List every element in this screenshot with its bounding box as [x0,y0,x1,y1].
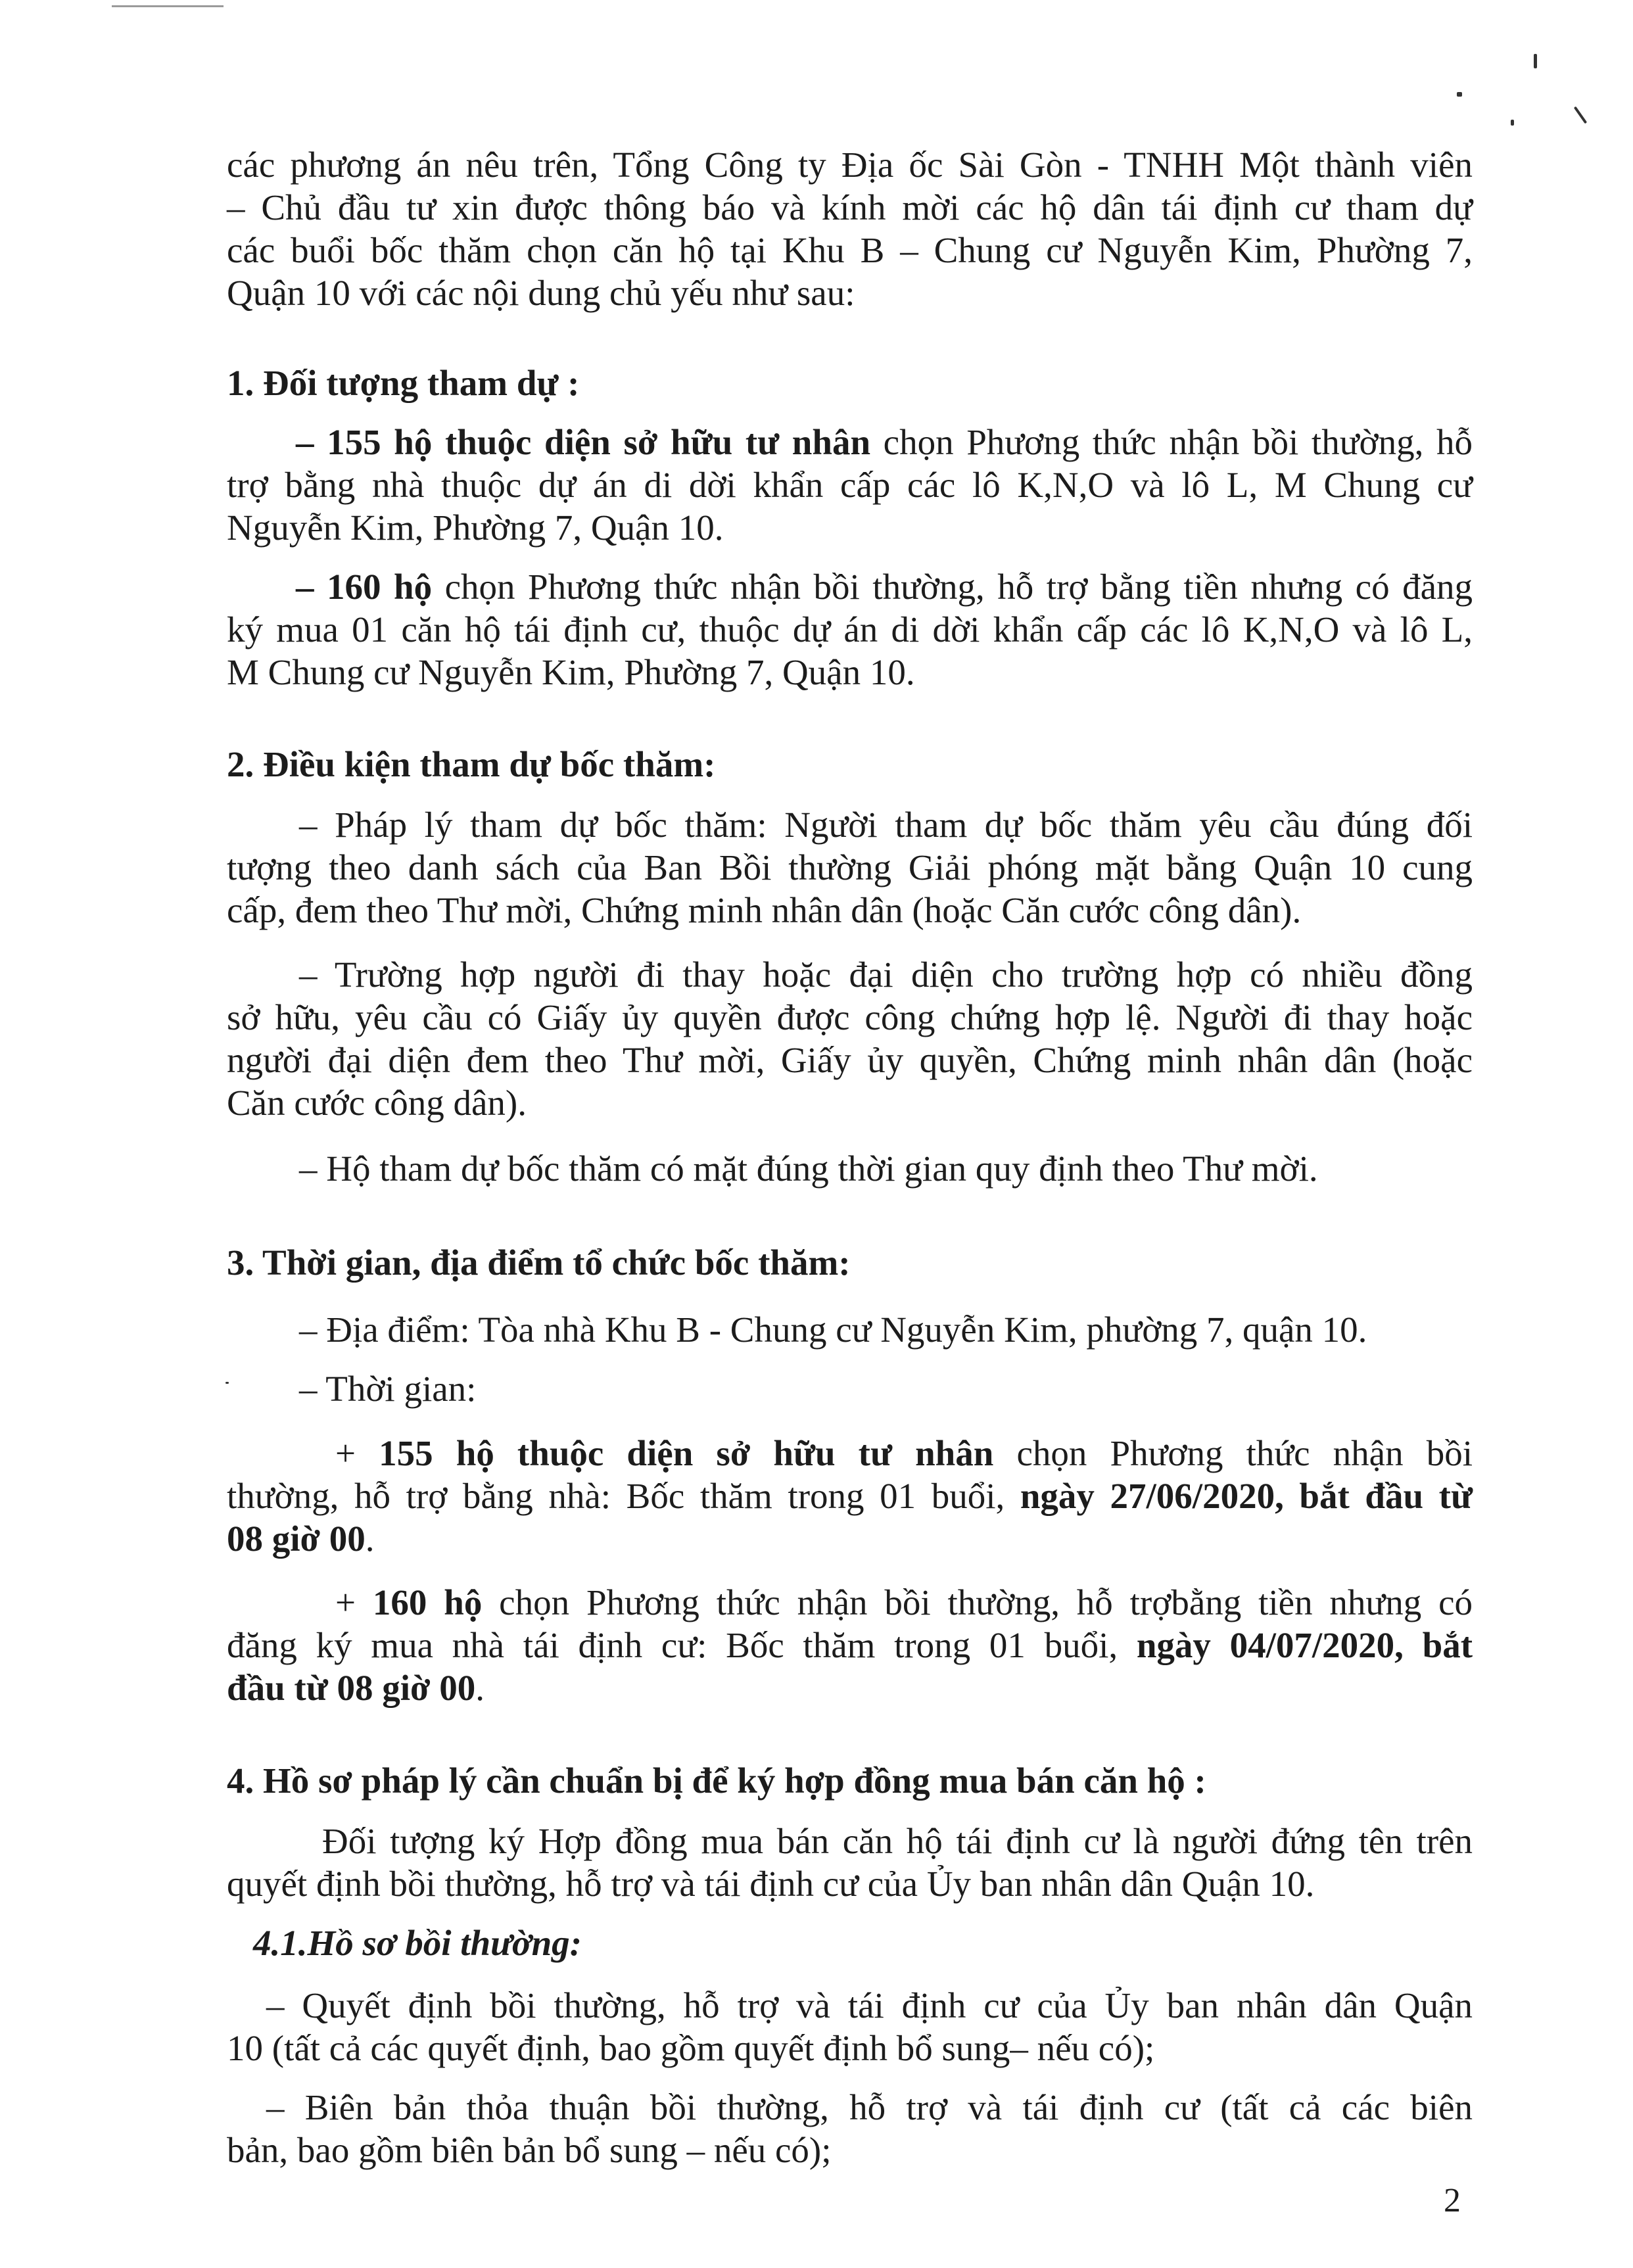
section-heading: 4. Hồ sơ pháp lý cần chuẩn bị để ký hợp đồng mua bán căn hộ : [227,1760,1206,1801]
text-run: đăng ký mua nhà tái định cư: Bốc thăm trong 01 buổi, [227,1625,1137,1665]
text-line: – Thời gian: [299,1369,477,1409]
text-line: – Biên bản thỏa thuận bồi thường, hỗ trợ và tái định cư (tất cả các biên [266,2087,1473,2127]
text-line: các buổi bốc thăm chọn căn hộ tại Khu B – Chung cư Nguyễn Kim, Phường 7, [227,230,1473,270]
section-heading: 1. Đối tượng tham dự : [227,363,580,403]
text-line [227,1666,1473,1710]
bold-text: đầu từ 08 giờ 00 [227,1668,476,1708]
text-run: thường, hỗ trợ bằng nhà: Bốc thăm trong 01 buổi, [227,1476,1020,1516]
bold-text: ngày 27/06/2020, bắt đầu từ [1020,1476,1473,1516]
text-line [335,1432,1473,1475]
text-run: chọn Phương thức nhận bồi thường, hỗ [870,422,1473,462]
text-line: bản, bao gồm biên bản bổ sung – nếu có); [227,2130,832,2170]
subsection-heading: 4.1.Hồ sơ bồi thường: [253,1923,582,1963]
text-run: + [335,1582,373,1622]
text-line: – Chủ đầu tư xin được thông báo và kính mời các hộ dân tái định cư tham dự [227,187,1473,227]
bold-text: – 155 hộ thuộc diện sở hữu tư nhân [296,422,871,462]
text-line: ký mua 01 căn hộ tái định cư, thuộc dự án di dời khẩn cấp các lô K,N,O và lô L, [227,609,1473,650]
scan-speck [1574,106,1587,124]
page-number: 2 [1444,2182,1461,2219]
text-line: trợ bằng nhà thuộc dự án di dời khẩn cấp các lô K,N,O và lô L, M Chung cư [227,465,1473,505]
text-line: – Địa điểm: Tòa nhà Khu B - Chung cư Nguyễn Kim, phường 7, quận 10. [299,1310,1367,1350]
text-line: tượng theo danh sách của Ban Bồi thường Giải phóng mặt bằng Quận 10 cung [227,847,1473,887]
text-line: M Chung cư Nguyễn Kim, Phường 7, Quận 10. [227,652,915,692]
text-run: + [335,1433,379,1473]
text-line: quyết định bồi thường, hỗ trợ và tái định cư của Ủy ban nhân dân Quận 10. [227,1864,1315,1904]
bold-text: ngày 04/07/2020, bắt [1136,1625,1473,1665]
bold-text: – 160 hộ [296,567,433,607]
scan-speck [225,1382,229,1384]
scan-edge-line [112,5,224,7]
text-line: – Trường hợp người đi thay hoặc đại diện cho trường hợp có nhiều đồng [299,955,1473,995]
text-line [335,1581,1473,1624]
text-run: chọn Phương thức nhận bồi thường, hỗ trợ bằng tiền nhưng có đăng [432,567,1473,607]
text-line [296,565,1473,609]
scan-speck [1457,92,1462,97]
text-line: các phương án nêu trên, Tổng Công ty Địa ốc Sài Gòn - TNHH Một thành viên [227,145,1473,185]
text-run: chọn Phương thức nhận bồi thường, hỗ trợbằng tiền nhưng có [482,1582,1473,1622]
text-line: Căn cước công dân). [227,1083,527,1123]
section-heading: 3. Thời gian, địa điểm tổ chức bốc thăm: [227,1242,851,1283]
bold-text: 155 hộ thuộc diện sở hữu tư nhân [379,1433,994,1473]
text-line [227,1624,1473,1667]
text-line: người đại diện đem theo Thư mời, Giấy ủy quyền, Chứng minh nhân dân (hoặc [227,1040,1473,1080]
text-line: – Quyết định bồi thường, hỗ trợ và tái định cư của Ủy ban nhân dân Quận [266,1985,1473,2025]
scan-speck [1534,54,1537,68]
text-run: . [365,1519,375,1559]
text-line: sở hữu, yêu cầu có Giấy ủy quyền được công chứng hợp lệ. Người đi thay hoặc [227,997,1473,1037]
text-line: – Hộ tham dự bốc thăm có mặt đúng thời gian quy định theo Thư mời. [299,1148,1318,1189]
text-run: . [475,1668,485,1708]
text-line: Nguyễn Kim, Phường 7, Quận 10. [227,508,724,548]
bold-text: 160 hộ [372,1582,483,1622]
text-line: 10 (tất cả các quyết định, bao gồm quyết định bổ sung– nếu có); [227,2028,1155,2068]
text-line [296,421,1473,464]
text-line: Quận 10 với các nội dung chủ yếu như sau: [227,273,855,313]
bold-text: 08 giờ 00 [227,1519,366,1559]
text-line: cấp, đem theo Thư mời, Chứng minh nhân dân (hoặc Căn cước công dân). [227,890,1302,930]
text-run: chọn Phương thức nhận bồi [993,1433,1473,1473]
text-line [227,1517,1473,1561]
text-line: – Pháp lý tham dự bốc thăm: Người tham dự bốc thăm yêu cầu đúng đối [299,805,1473,845]
text-line: Đối tượng ký Hợp đồng mua bán căn hộ tái định cư là người đứng tên trên [322,1821,1473,1861]
scan-speck [1511,120,1514,126]
section-heading: 2. Điều kiện tham dự bốc thăm: [227,744,716,784]
text-line [227,1475,1473,1518]
